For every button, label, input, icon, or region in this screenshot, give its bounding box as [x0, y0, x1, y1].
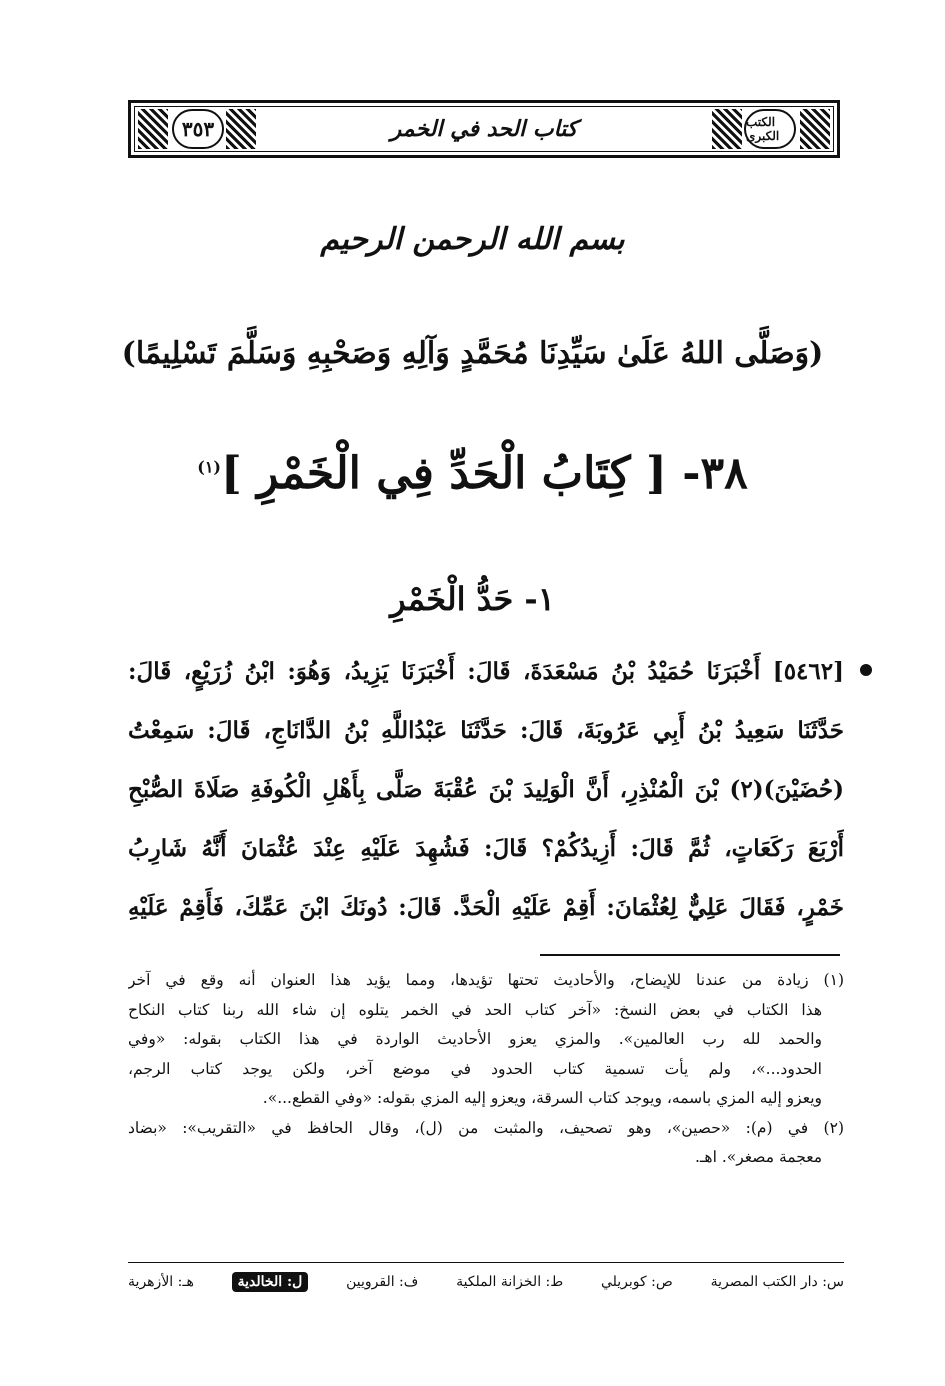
footnote-ref: (١): [197, 457, 221, 477]
ornament-icon: [138, 109, 168, 149]
footnote-divider: [540, 954, 840, 956]
hadith-line: خَمْرٍ، فَقَالَ عَلِيٌّ لِعُثْمَانَ: أَقِمْ عَلَيْهِ الْحَدَّ. قَالَ: دُونَكَ ابْنَ عَمِّكَ، فَأَقِمْ عَلَيْهِ: [128, 894, 844, 921]
footnotes: [128, 966, 844, 1173]
hadith-line: أَرْبَعَ رَكَعَاتٍ، ثُمَّ قَالَ: أَزِيدُكُمْ؟ قَالَ: فَشُهِدَ عَلَيْهِ عِنْدَ عُثْمَانَ أَنَّهُ شَارِبُ: [128, 835, 844, 862]
hadith-text: [128, 642, 844, 937]
siglum: ص: كوبريلي: [600, 1274, 673, 1290]
siglum-highlighted: ل: الخالدية: [232, 1272, 309, 1292]
footnote-line: (٢) في (م): «حصين»، وهو تصحيف، والمثبت من (ل)، وقال الحافظ في «التقريب»: «بضاد: [128, 1118, 844, 1137]
siglum: س: دار الكتب المصرية: [710, 1274, 844, 1290]
page-number: ٣٥٣: [172, 109, 224, 149]
siglum: ف: القرويين: [346, 1274, 419, 1290]
page-header: [128, 100, 840, 158]
hadith-line: (حُضَيْنَ)(٢) بْنَ الْمُنْذِرِ، أَنَّ الْوَلِيدَ بْنَ عُقْبَةَ صَلَّى بِأَهْلِ الْكُوفَةِ صَلَاةَ الصُّبْحِ: [128, 776, 844, 803]
sigla-divider: [128, 1262, 844, 1263]
ornament-icon: [712, 109, 742, 149]
siglum: ط: الخزانة الملكية: [456, 1274, 564, 1290]
book-title: [ كِتَابُ الْحَدِّ فِي الْخَمْرِ ]: [221, 448, 667, 499]
book-number: ٣٨-: [682, 448, 748, 499]
footnote-line: والحمد لله رب العالمين». والمزي يعزو الأحاديث الواردة في هذا الكتاب بقوله: «وفي: [128, 1030, 822, 1048]
book-heading: [0, 448, 945, 499]
manuscript-sigla: [128, 1268, 844, 1296]
running-title: كتاب الحد في الخمر: [390, 116, 578, 142]
basmala: بسم الله الرحمن الرحيم: [320, 222, 625, 257]
salawat: (وَصَلَّى اللهُ عَلَىٰ سَيِّدِنَا مُحَمَّدٍ وَآلِهِ وَصَحْبِهِ وَسَلَّمَ تَسْلِيمًا): [121, 336, 824, 371]
hadith-line: حَدَّثَنَا سَعِيدُ بْنُ أَبِي عَرُوبَةَ، قَالَ: حَدَّثَنَا عَبْدُاللَّهِ بْنُ الدَّانَاجِ، قَالَ: سَمِعْتُ: [128, 717, 844, 744]
footnote-line: الحدود...»، ولم يأت تسمية كتاب الحدود في موضع آخر، ولكن يوجد كتاب الرجم،: [128, 1059, 822, 1078]
footnote-line: هذا الكتاب في بعض النسخ: «آخر كتاب الحد في الخمر يتلوه إن شاء الله ربنا كتاب النكاح: [128, 1000, 822, 1019]
publisher-seal-icon: الكتب الكبرى: [744, 109, 796, 149]
chapter-heading: ١- حَدُّ الْخَمْرِ: [390, 580, 555, 618]
ornament-icon: [226, 109, 256, 149]
siglum: هـ: الأزهرية: [128, 1274, 194, 1290]
bullet-icon: [860, 664, 872, 676]
footnote-line: (١) زيادة من عندنا للإيضاح، والأحاديث تحتها تؤيدها، ومما يؤيد هذا العنوان أنه وقع في آخر: [128, 971, 844, 989]
hadith-line: [٥٤٦٢] أَخْبَرَنَا حُمَيْدُ بْنُ مَسْعَدَةَ، قَالَ: أَخْبَرَنَا يَزِيدُ، وَهُوَ: ابْنُ زُرَيْعٍ، قَالَ:: [128, 658, 844, 685]
footnote-line: معجمة مصغر». اهـ.: [694, 1148, 822, 1166]
ornament-icon: [800, 109, 830, 149]
footnote-line: ويعزو إليه المزي باسمه، ويوجد كتاب السرقة، ويعزو إليه المزي بقوله: «وفي القطع...».: [262, 1089, 822, 1107]
